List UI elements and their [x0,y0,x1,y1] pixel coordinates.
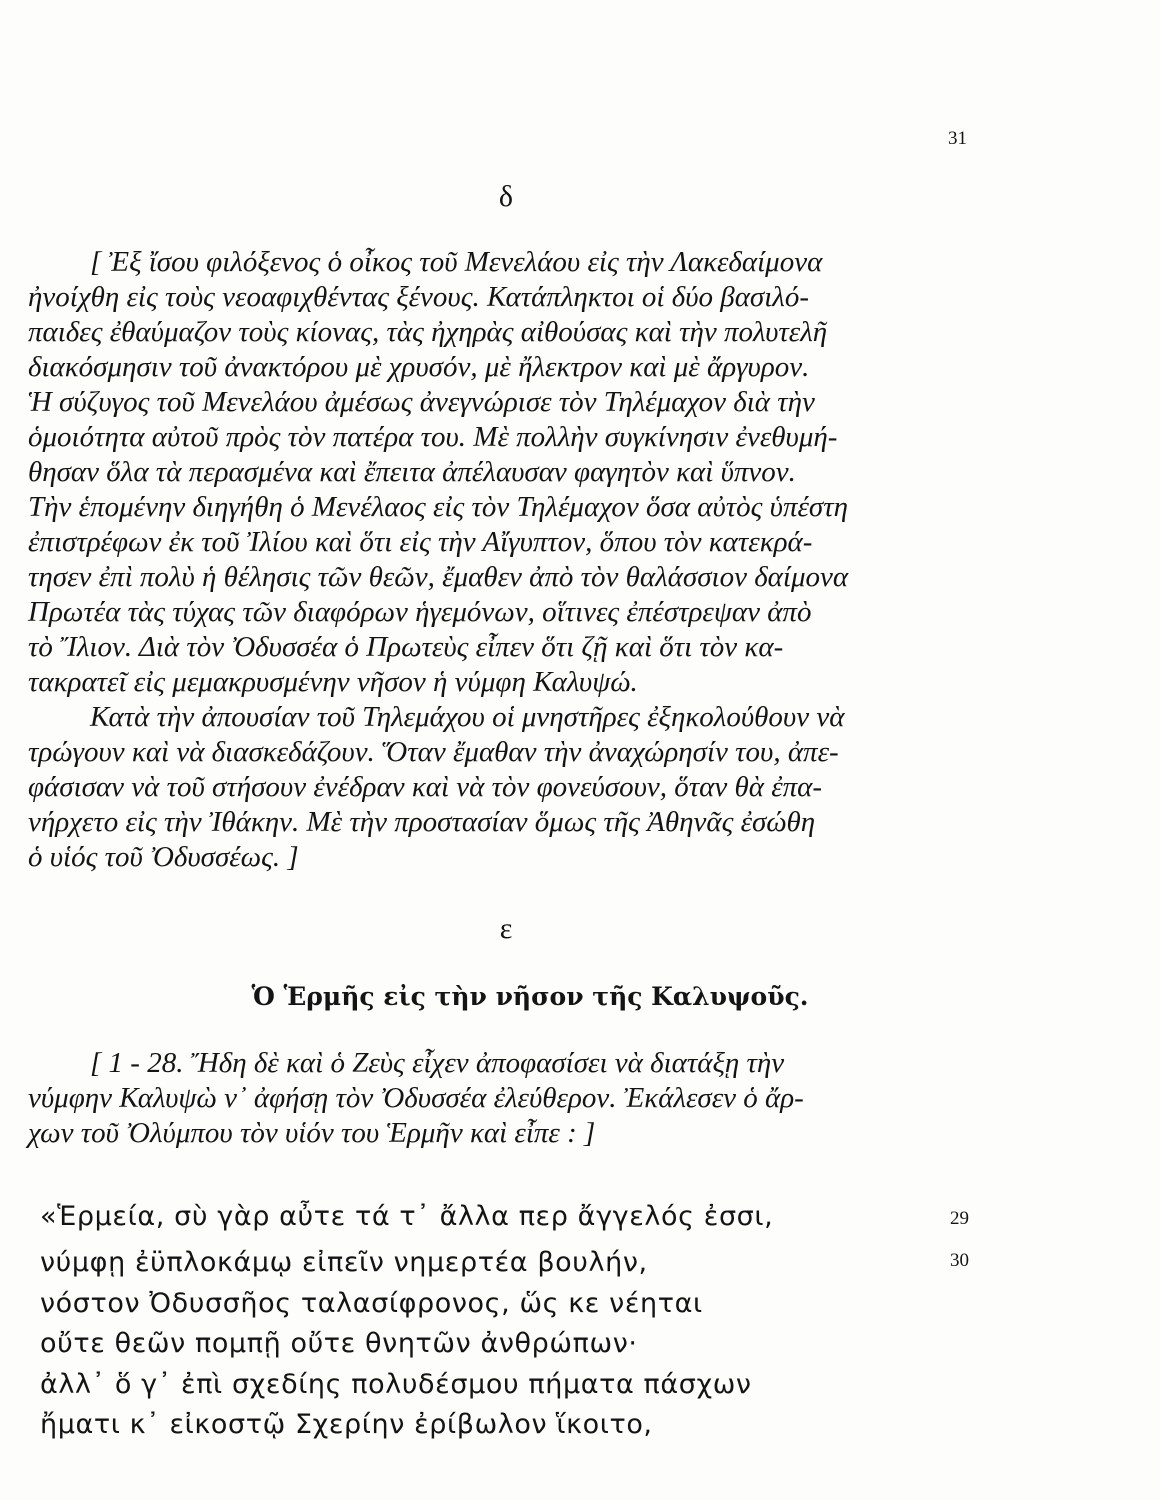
section-letter-epsilon: ε [499,912,513,945]
verse-line: «Ἑρμεία, σὺ γὰρ αὖτε τά τ᾽ ἄλλα περ ἄγγελός ἐσσι, [40,1201,774,1232]
chapter-title: Ὁ Ἑρμῆς εἰς τὴν νῆσον τῆς Καλυψοῦς. [251,982,809,1011]
verse-line: νύμφῃ ἐϋπλοκάμῳ εἰπεῖν νημερτέα βουλήν, [40,1247,648,1278]
summary-line: ἠνοίχθη εἰς τοὺς νεοαφιχθέντας ξένους. Κατάπληκτοι οἱ δύο βασιλό- [28,281,810,313]
summary-line: τρώγουν καὶ νὰ διασκεδάζουν. Ὅταν ἔμαθαν τὴν ἀναχώρησίν του, ἀπε- [28,736,839,768]
page-number: 31 [948,128,967,149]
summary-line: νύμφην Καλυψὼ ν᾽ ἀφήσῃ τὸν Ὀδυσσέα ἐλεύθερον. Ἐκάλεσεν ὁ ἄρ- [28,1082,804,1114]
verse-number: 30 [950,1250,969,1271]
verse-line: νόστον Ὀδυσσῆος ταλασίφρονος, ὥς κε νέηται [40,1288,703,1319]
verse-line: ἤματι κ᾽ εἰκοστῷ Σχερίην ἐρίβωλον ἵκοιτο, [40,1409,653,1440]
summary-line: ὁ υἱός τοῦ Ὀδυσσέως. ] [28,841,299,873]
summary-line: τὸ Ἴλιον. Διὰ τὸν Ὀδυσσέα ὁ Πρωτεὺς εἶπεν ὅτι ζῇ καὶ ὅτι τὸν κα- [28,631,784,663]
section-letter-delta: δ [498,180,514,213]
summary-line: χων τοῦ Ὀλύμπου τὸν υἱόν του Ἑρμῆν καὶ εἶπε : ] [28,1117,596,1149]
summary-line: ἐπιστρέφων ἐκ τοῦ Ἰλίου καὶ ὅτι εἰς τὴν Αἴγυπτον, ὅπου τὸν κατεκρά- [28,526,813,558]
summary-line: Πρωτέα τὰς τύχας τῶν διαφόρων ἡγεμόνων, οἵτινες ἐπέστρεψαν ἀπὸ [28,596,812,628]
summary-line: θησαν ὅλα τὰ περασμένα καὶ ἔπειτα ἀπέλαυσαν φαγητὸν καὶ ὕπνον. [28,456,796,488]
summary-line: νήρχετο εἰς τὴν Ἰθάκην. Μὲ τὴν προστασίαν ὅμως τῆς Ἀθηνᾶς ἐσώθη [28,806,816,838]
summary-line: Κατὰ τὴν ἀπουσίαν τοῦ Τηλεμάχου οἱ μνηστῆρες ἐξηκολούθουν νὰ [90,701,845,733]
verse-line: ἀλλ᾽ ὅ γ᾽ ἐπὶ σχεδίης πολυδέσμου πήματα πάσχων [40,1369,752,1400]
summary-line: ὁμοιότητα αὐτοῦ πρὸς τὸν πατέρα του. Μὲ πολλὴν συγκίνησιν ἐνεθυμή- [28,421,838,453]
summary-line: τησεν ἐπὶ πολὺ ἡ θέλησις τῶν θεῶν, ἔμαθεν ἀπὸ τὸν θαλάσσιον δαίμονα [28,561,849,593]
summary-line: φάσισαν νὰ τοῦ στήσουν ἐνέδραν καὶ νὰ τὸν φονεύσουν, ὅταν θὰ ἐπα- [28,771,823,803]
summary-line: Ἡ σύζυγος τοῦ Μενελάου ἀμέσως ἀνεγνώρισε τὸν Τηλέμαχον διὰ τὴν [28,386,815,418]
summary-line: [ Ἐξ ἴσου φιλόξενος ὁ οἶκος τοῦ Μενελάου εἰς τὴν Λακεδαίμονα [90,246,823,278]
summary-line: [ 1 - 28. Ἤδη δὲ καὶ ὁ Ζεὺς εἶχεν ἀποφασίσει νὰ διατάξῃ τὴν [90,1047,785,1079]
verse-number: 29 [950,1208,969,1229]
summary-line: Τὴν ἑπομένην διηγήθη ὁ Μενέλαος εἰς τὸν Τηλέμαχον ὅσα αὐτὸς ὑπέστη [28,491,849,523]
summary-line: διακόσμησιν τοῦ ἀνακτόρου μὲ χρυσόν, μὲ ἤλεκτρον καὶ μὲ ἄργυρον. [28,351,810,383]
verse-line: οὔτε θεῶν πομπῇ οὔτε θνητῶν ἀνθρώπων· [40,1328,638,1359]
summary-line: παιδες ἐθαύμαζον τοὺς κίονας, τὰς ἠχηρὰς αἰθούσας καὶ τὴν πολυτελῆ [28,316,828,348]
summary-line: τακρατεῖ εἰς μεμακρυσμένην νῆσον ἡ νύμφη Καλυψώ. [28,666,638,698]
